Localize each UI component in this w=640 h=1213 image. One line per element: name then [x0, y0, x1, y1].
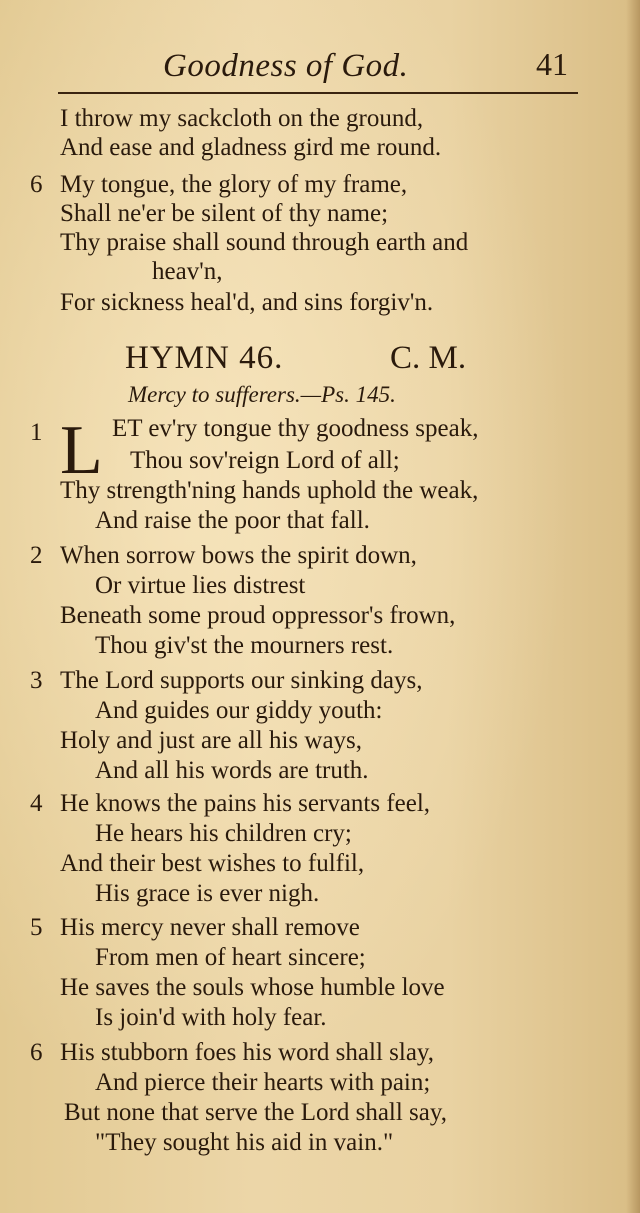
- verse-line: He knows the pains his servants feel,: [60, 790, 431, 817]
- verse-line: When sorrow bows the spirit down,: [60, 542, 417, 569]
- page-number: 41: [536, 46, 568, 82]
- header-rule: [58, 92, 578, 94]
- verse-line: I throw my sackcloth on the ground,: [60, 105, 424, 132]
- verse-line: From men of heart sincere;: [95, 944, 366, 971]
- verse-number: 6: [30, 171, 43, 198]
- verse-number: 4: [30, 790, 43, 817]
- verse-line: And pierce their hearts with pain;: [95, 1069, 431, 1096]
- verse-number: 2: [30, 542, 43, 569]
- verse-line: Is join'd with holy fear.: [95, 1004, 327, 1031]
- verse-line: His stubborn foes his word shall slay,: [60, 1039, 435, 1066]
- verse-line: And raise the poor that fall.: [95, 507, 370, 534]
- verse-number: 1: [30, 419, 43, 446]
- verse-line: Shall ne'er be silent of thy name;: [60, 200, 389, 227]
- verse-line: And guides our giddy youth:: [95, 697, 383, 724]
- hymn-meter: C. M.: [390, 340, 467, 376]
- verse-line: For sickness heal'd, and sins forgiv'n.: [60, 289, 434, 316]
- verse-line: His grace is ever nigh.: [95, 880, 320, 907]
- verse-line: Thou giv'st the mourners rest.: [95, 632, 394, 659]
- verse-line: Thou sov'reign Lord of all;: [130, 447, 400, 474]
- verse-line: My tongue, the glory of my frame,: [60, 171, 408, 198]
- verse-line: But none that serve the Lord shall say,: [64, 1099, 448, 1126]
- verse-line: Or virtue lies distrest: [95, 572, 306, 599]
- verse-line: Holy and just are all his ways,: [60, 727, 363, 754]
- running-head: [0, 40, 640, 90]
- verse-line: And all his words are truth.: [95, 757, 369, 784]
- verse-line: And their best wishes to fulfil,: [60, 850, 365, 877]
- verse-line: ET ev'ry tongue thy goodness speak,: [112, 415, 479, 442]
- verse-number: 5: [30, 914, 43, 941]
- verse-line: He hears his children cry;: [95, 820, 352, 847]
- verse-number: 3: [30, 667, 43, 694]
- hymn-subtitle: Mercy to sufferers.—Ps. 145.: [128, 382, 396, 407]
- verse-line: Thy strength'ning hands uphold the weak,: [60, 477, 479, 504]
- verse-line: He saves the souls whose humble love: [60, 974, 445, 1001]
- verse-line: Beneath some proud oppressor's frown,: [60, 602, 456, 629]
- verse-line: The Lord supports our sinking days,: [60, 667, 423, 694]
- verse-line: His mercy never shall remove: [60, 914, 360, 941]
- verse-number: 6: [30, 1039, 43, 1066]
- verse-line: "They sought his aid in vain.": [95, 1129, 394, 1156]
- hymn-heading: HYMN 46.: [125, 340, 284, 376]
- verse-line: Thy praise shall sound through earth and: [60, 229, 469, 256]
- running-head-title: Goodness of God.: [163, 48, 409, 84]
- page-edge-shadow: [626, 0, 640, 1213]
- verse-line: heav'n,: [152, 258, 223, 285]
- drop-cap: L: [60, 412, 103, 489]
- verse-line: And ease and gladness gird me round.: [60, 134, 442, 161]
